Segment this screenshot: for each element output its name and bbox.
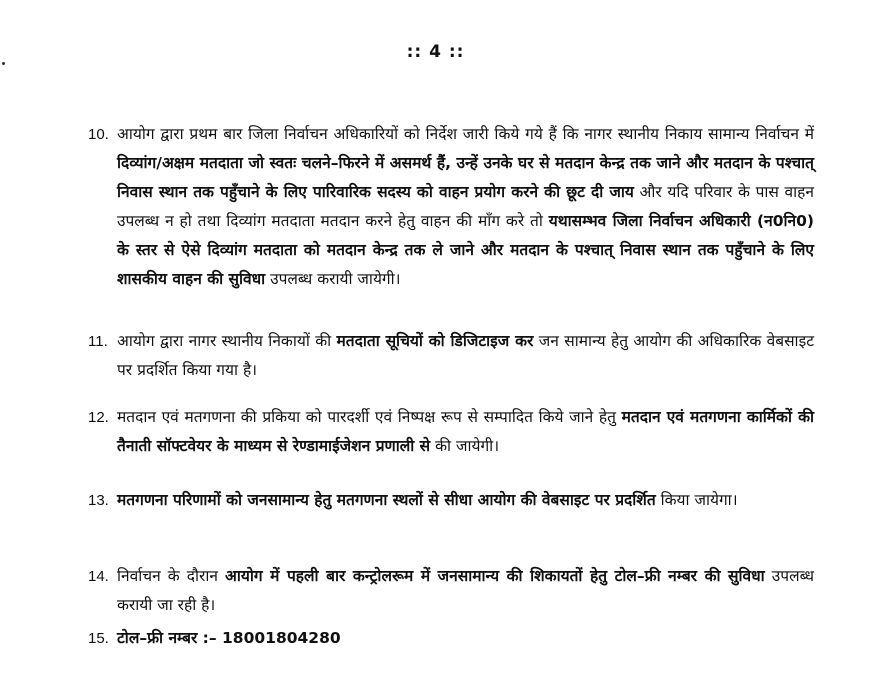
toll-free-number: टोल–फ्री नम्बर :– 18001804280 xyxy=(117,629,341,647)
item-text xyxy=(117,562,814,620)
item-number: 10. xyxy=(88,126,109,143)
text-segment: मतदान एवं मतगणना की प्रकिया को पारदर्शी एवं निष्पक्ष रूप से सम्पादित किये जाने हेतु xyxy=(117,408,622,426)
bold-text-segment: मतदाता सूचियों को डिजिटाइज कर xyxy=(336,332,534,350)
item-text xyxy=(117,486,814,515)
list-item-12 xyxy=(88,403,814,461)
item-number: 14. xyxy=(88,568,109,585)
text-segment: उपलब्ध करायी जा रही है। xyxy=(117,567,814,614)
item-text xyxy=(117,327,814,385)
item-text xyxy=(117,120,814,294)
bold-text-segment: मतगणना परिणामों को जनसामान्य हेतु मतगणना स्थलों से सीधा आयोग की वेबसाइट पर प्रदर्शित xyxy=(117,491,656,509)
item-text xyxy=(117,403,814,461)
text-segment: आयोग द्वारा प्रथम बार जिला निर्वाचन अधिकारियों को निर्देश जारी किये गये हैं कि नागर स्थानीय निकाय सामान्य निर्वाचन में xyxy=(117,125,814,143)
text-segment: निर्वाचन के दौरान xyxy=(117,567,226,585)
item-number: 12. xyxy=(88,409,109,426)
text-segment: की जायेगी। xyxy=(430,437,500,455)
text-segment: और यदि परिवार के पास वाहन उपलब्ध न हो तथा दिव्यांग मतदाता मतदान करने हेतु वाहन की माँग करे तो xyxy=(117,183,814,230)
page-number: :: 4 :: xyxy=(406,42,465,62)
bold-text-segment: आयोग में पहली बार कन्ट्रोलरूम में जनसामान्य की शिकायतों हेतु टोल–फ्री नम्बर की सुविधा xyxy=(225,567,765,585)
list-item-15 xyxy=(88,624,814,653)
scan-speck xyxy=(2,62,5,65)
bold-text-segment: मतदान एवं मतगणना कार्मिकों की तैनाती सॉफ्टवेयर के माध्यम से रेण्डामाईजेशन प्रणाली से xyxy=(117,408,815,455)
list-item-11 xyxy=(88,327,814,385)
bold-text-segment: दिव्यांग/अक्षम मतदाता जो स्वतः चलने–फिरने में असमर्थ हैं, उन्हें उनके घर से मतदान केन्द्र तक जाने और मतदान के पश्चात् निवास स्थान तक पहुँचाने के लिए पारिवारिक सदस्य को वाहन प्रयोग करने की छूट दी जाय xyxy=(117,154,814,201)
item-text xyxy=(117,624,814,653)
item-number: 13. xyxy=(88,492,109,509)
text-segment: उपलब्ध करायी जायेगी। xyxy=(265,270,401,288)
text-segment: किया जायेगा। xyxy=(655,491,738,509)
list-item-14 xyxy=(88,562,814,620)
bold-text-segment: यथासम्भव जिला निर्वाचन अधिकारी (न0नि0) के स्तर से ऐसे दिव्यांग मतदाता को मतदान केन्द्र तक ले जाने और मतदान के पश्चात् निवास स्थान तक पहुँचाने के लिए शासकीय वाहन की सुविधा xyxy=(117,212,814,288)
list-item-13 xyxy=(88,486,814,515)
list-item-10 xyxy=(88,120,814,294)
item-number: 11. xyxy=(88,333,108,350)
text-segment: जन सामान्य हेतु आयोग की अधिकारिक वेबसाइट पर प्रदर्शित किया गया है। xyxy=(117,332,814,379)
text-segment: आयोग द्वारा नागर स्थानीय निकायों की xyxy=(117,332,337,350)
item-number: 15. xyxy=(88,630,109,647)
